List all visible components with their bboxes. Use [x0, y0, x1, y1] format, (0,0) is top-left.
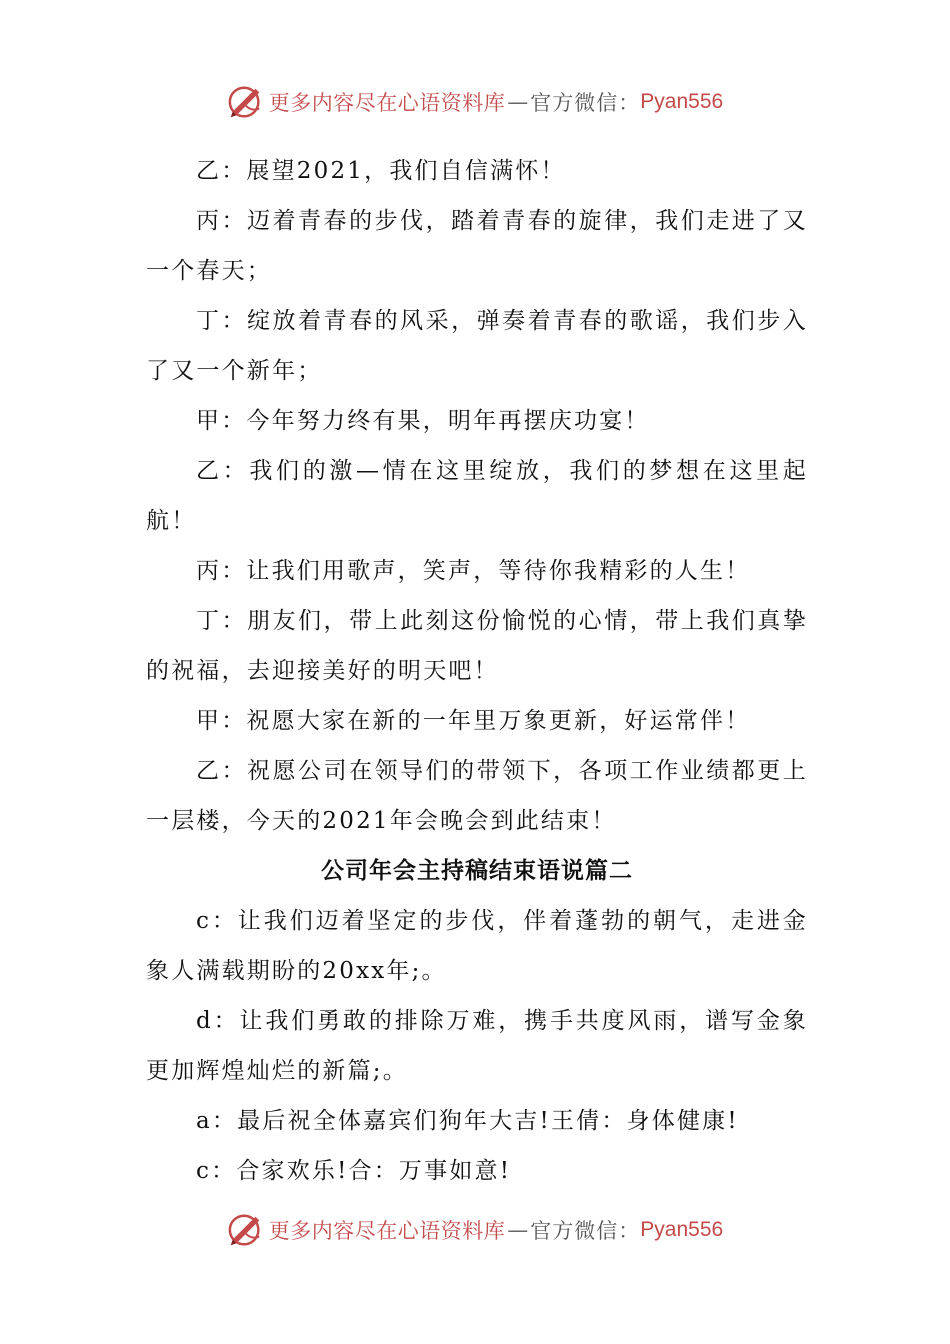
banner-wechat-label: 官方微信：	[530, 1219, 641, 1243]
paragraph: 乙：祝愿公司在领导们的带领下，各项工作业绩都更上一层楼，今天的2021年会晚会到此结束！	[146, 758, 808, 834]
header-banner	[0, 80, 950, 124]
paragraph: a：最后祝全体嘉宾们狗年大吉!王倩：身体健康!	[196, 1108, 739, 1134]
pen-logo-icon	[227, 1211, 265, 1249]
banner-wechat-label: 官方微信：	[530, 91, 641, 115]
paragraph: 乙：我们的激—情在这里绽放，我们的梦想在这里起航！	[146, 458, 808, 534]
paragraph: 丁：绽放着青春的风采，弹奏着青春的歌谣，我们步入了又一个新年；	[146, 308, 808, 384]
banner-text: 更多内容尽在心语资料库	[268, 1219, 506, 1243]
pen-logo-icon	[227, 83, 265, 121]
paragraph: 丙：让我们用歌声，笑声，等待你我精彩的人生！	[196, 558, 751, 584]
paragraph: d：让我们勇敢的排除万难，携手共度风雨，谱写金象更加辉煌灿烂的新篇;。	[146, 1008, 808, 1084]
paragraph: c：让我们迈着坚定的步伐，伴着蓬勃的朝气，走进金象人满载期盼的20xx年;。	[146, 908, 808, 984]
banner-wechat-id: Pyan556	[640, 90, 724, 113]
paragraph: 丁：朋友们，带上此刻这份愉悦的心情，带上我们真挚的祝福，去迎接美好的明天吧！	[146, 608, 808, 684]
paragraph: c：合家欢乐!合：万事如意!	[196, 1158, 512, 1184]
banner-separator: —	[507, 1218, 529, 1242]
paragraph: 甲：今年努力终有果，明年再摆庆功宴！	[196, 408, 650, 434]
paragraph: 乙：展望2021，我们自信满怀！	[196, 158, 566, 184]
document-body	[146, 146, 808, 1196]
paragraph: 丙：迈着青春的步伐，踏着青春的旋律，我们走进了又一个春天；	[146, 208, 808, 284]
banner-wechat-id: Pyan556	[640, 1218, 724, 1241]
banner-separator: —	[507, 90, 529, 114]
paragraph: 甲：祝愿大家在新的一年里万象更新，好运常伴！	[196, 708, 751, 734]
section-heading: 公司年会主持稿结束语说篇二	[321, 858, 633, 884]
footer-banner	[0, 1208, 950, 1252]
banner-text: 更多内容尽在心语资料库	[268, 91, 506, 115]
